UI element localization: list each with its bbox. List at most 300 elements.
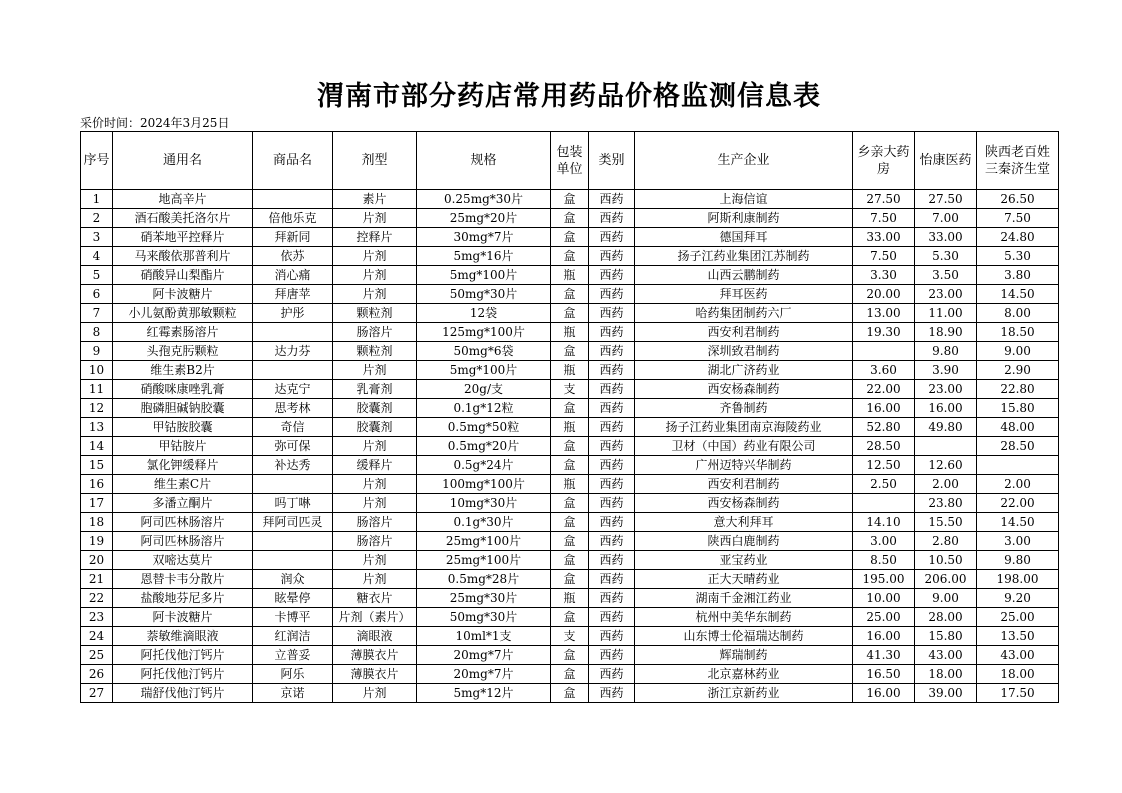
cell-package-unit: 盒 [551,494,589,513]
cell-manufacturer: 扬子江药业集团江苏制药 [635,247,853,266]
cell-price-laobaixing: 3.80 [977,266,1059,285]
cell-price-xiangqin: 10.00 [853,589,915,608]
table-row [81,399,1059,418]
cell-price-yikang: 9.80 [915,342,977,361]
cell-price-yikang: 10.50 [915,551,977,570]
cell-dosage-form: 颗粒剂 [333,342,417,361]
cell-index: 16 [81,475,113,494]
cell-index: 5 [81,266,113,285]
cell-manufacturer: 陕西白鹿制药 [635,532,853,551]
table-body [81,190,1059,703]
cell-spec: 30mg*7片 [417,228,551,247]
cell-package-unit: 支 [551,380,589,399]
cell-price-laobaixing: 43.00 [977,646,1059,665]
table-row [81,323,1059,342]
cell-brand-name [253,361,333,380]
cell-generic-name: 地高辛片 [113,190,253,209]
cell-price-laobaixing: 18.00 [977,665,1059,684]
cell-manufacturer: 阿斯利康制药 [635,209,853,228]
cell-brand-name: 消心痛 [253,266,333,285]
col-header-store-xiangqin: 乡亲大药房 [853,132,915,190]
cell-spec: 10mg*30片 [417,494,551,513]
table-row [81,570,1059,589]
cell-price-xiangqin: 3.60 [853,361,915,380]
cell-price-xiangqin: 27.50 [853,190,915,209]
cell-price-yikang: 18.90 [915,323,977,342]
cell-index: 9 [81,342,113,361]
col-header-index: 序号 [81,132,113,190]
cell-manufacturer: 西安杨森制药 [635,494,853,513]
cell-brand-name: 眩晕停 [253,589,333,608]
cell-package-unit: 盒 [551,437,589,456]
cell-price-xiangqin: 16.00 [853,627,915,646]
cell-price-laobaixing [977,456,1059,475]
cell-package-unit: 瓶 [551,418,589,437]
table-row [81,627,1059,646]
cell-category: 西药 [589,285,635,304]
cell-index: 4 [81,247,113,266]
cell-index: 18 [81,513,113,532]
cell-price-yikang: 23.00 [915,285,977,304]
table-row [81,532,1059,551]
cell-dosage-form: 颗粒剂 [333,304,417,323]
cell-index: 21 [81,570,113,589]
cell-brand-name: 润众 [253,570,333,589]
cell-manufacturer: 辉瑞制药 [635,646,853,665]
col-header-store-laobaixing: 陕西老百姓三秦济生堂 [977,132,1059,190]
cell-dosage-form: 缓释片 [333,456,417,475]
cell-index: 7 [81,304,113,323]
cell-category: 西药 [589,456,635,475]
cell-dosage-form: 片剂 [333,551,417,570]
cell-category: 西药 [589,228,635,247]
cell-brand-name: 红润洁 [253,627,333,646]
cell-index: 23 [81,608,113,627]
cell-price-yikang: 15.80 [915,627,977,646]
cell-package-unit: 盒 [551,304,589,323]
cell-manufacturer: 上海信谊 [635,190,853,209]
cell-spec: 125mg*100片 [417,323,551,342]
table-row [81,342,1059,361]
cell-dosage-form: 薄膜衣片 [333,646,417,665]
cell-price-yikang: 39.00 [915,684,977,703]
cell-manufacturer: 西安利君制药 [635,323,853,342]
cell-package-unit: 支 [551,627,589,646]
cell-index: 1 [81,190,113,209]
cell-spec: 20mg*7片 [417,646,551,665]
cell-price-yikang: 15.50 [915,513,977,532]
header-row [81,132,1059,190]
cell-price-yikang: 3.90 [915,361,977,380]
cell-manufacturer: 山西云鹏制药 [635,266,853,285]
cell-manufacturer: 西安利君制药 [635,475,853,494]
cell-index: 20 [81,551,113,570]
cell-manufacturer: 哈药集团制药六厂 [635,304,853,323]
cell-price-xiangqin: 195.00 [853,570,915,589]
cell-price-xiangqin [853,342,915,361]
cell-manufacturer: 西安杨森制药 [635,380,853,399]
cell-price-xiangqin: 25.00 [853,608,915,627]
cell-spec: 0.1g*12粒 [417,399,551,418]
cell-generic-name: 阿司匹林肠溶片 [113,513,253,532]
cell-price-yikang: 2.00 [915,475,977,494]
cell-price-xiangqin: 33.00 [853,228,915,247]
table-row [81,285,1059,304]
cell-price-xiangqin: 7.50 [853,247,915,266]
cell-price-laobaixing: 14.50 [977,513,1059,532]
table-row [81,456,1059,475]
cell-package-unit: 盒 [551,190,589,209]
cell-price-laobaixing: 3.00 [977,532,1059,551]
cell-price-yikang: 23.00 [915,380,977,399]
cell-package-unit: 盒 [551,285,589,304]
cell-category: 西药 [589,247,635,266]
cell-dosage-form: 肠溶片 [333,532,417,551]
cell-spec: 25mg*100片 [417,532,551,551]
cell-manufacturer: 湖南千金湘江药业 [635,589,853,608]
cell-category: 西药 [589,494,635,513]
cell-brand-name [253,190,333,209]
cell-brand-name: 奇信 [253,418,333,437]
col-header-package-unit: 包装单位 [551,132,589,190]
cell-index: 22 [81,589,113,608]
cell-price-yikang: 49.80 [915,418,977,437]
cell-index: 19 [81,532,113,551]
cell-package-unit: 盒 [551,665,589,684]
cell-spec: 50mg*30片 [417,285,551,304]
cell-price-laobaixing: 17.50 [977,684,1059,703]
cell-price-laobaixing: 18.50 [977,323,1059,342]
cell-generic-name: 硝酸咪康唑乳膏 [113,380,253,399]
cell-manufacturer: 卫材（中国）药业有限公司 [635,437,853,456]
cell-generic-name: 阿卡波糖片 [113,608,253,627]
cell-dosage-form: 肠溶片 [333,323,417,342]
cell-price-xiangqin: 13.00 [853,304,915,323]
cell-package-unit: 盒 [551,608,589,627]
cell-generic-name: 阿司匹林肠溶片 [113,532,253,551]
cell-spec: 0.1g*30片 [417,513,551,532]
cell-category: 西药 [589,304,635,323]
cell-category: 西药 [589,266,635,285]
cell-price-yikang: 2.80 [915,532,977,551]
cell-package-unit: 盒 [551,209,589,228]
cell-spec: 12袋 [417,304,551,323]
cell-package-unit: 盒 [551,228,589,247]
cell-category: 西药 [589,627,635,646]
cell-package-unit: 盒 [551,247,589,266]
cell-brand-name: 卡博平 [253,608,333,627]
cell-brand-name: 思考林 [253,399,333,418]
table-row [81,209,1059,228]
cell-manufacturer: 湖北广济药业 [635,361,853,380]
cell-dosage-form: 片剂 [333,361,417,380]
cell-index: 17 [81,494,113,513]
cell-package-unit: 瓶 [551,361,589,380]
cell-brand-name: 倍他乐克 [253,209,333,228]
cell-price-yikang: 16.00 [915,399,977,418]
cell-spec: 0.5mg*50粒 [417,418,551,437]
cell-index: 13 [81,418,113,437]
cell-price-xiangqin [853,494,915,513]
table-row [81,551,1059,570]
cell-generic-name: 阿卡波糖片 [113,285,253,304]
cell-package-unit: 盒 [551,532,589,551]
col-header-dosage-form: 剂型 [333,132,417,190]
cell-price-laobaixing: 9.20 [977,589,1059,608]
col-header-manufacturer: 生产企业 [635,132,853,190]
cell-index: 12 [81,399,113,418]
cell-price-yikang: 43.00 [915,646,977,665]
cell-spec: 0.5g*24片 [417,456,551,475]
cell-price-xiangqin: 2.50 [853,475,915,494]
cell-generic-name: 酒石酸美托洛尔片 [113,209,253,228]
cell-generic-name: 小儿氨酚黄那敏颗粒 [113,304,253,323]
cell-price-yikang: 33.00 [915,228,977,247]
cell-package-unit: 盒 [551,646,589,665]
cell-generic-name: 阿托伐他汀钙片 [113,665,253,684]
cell-price-xiangqin: 22.00 [853,380,915,399]
cell-package-unit: 盒 [551,342,589,361]
cell-category: 西药 [589,190,635,209]
cell-spec: 50mg*30片 [417,608,551,627]
cell-generic-name: 瑞舒伐他汀钙片 [113,684,253,703]
cell-generic-name: 甲钴胺胶囊 [113,418,253,437]
cell-price-laobaixing: 9.00 [977,342,1059,361]
cell-generic-name: 多潘立酮片 [113,494,253,513]
cell-price-xiangqin: 41.30 [853,646,915,665]
cell-dosage-form: 滴眼液 [333,627,417,646]
cell-price-laobaixing: 9.80 [977,551,1059,570]
col-header-generic-name: 通用名 [113,132,253,190]
cell-manufacturer: 北京嘉林药业 [635,665,853,684]
table-row [81,646,1059,665]
cell-dosage-form: 片剂 [333,475,417,494]
table-row [81,494,1059,513]
cell-index: 10 [81,361,113,380]
cell-price-laobaixing: 2.00 [977,475,1059,494]
cell-price-laobaixing: 24.80 [977,228,1059,247]
cell-manufacturer: 浙江京新药业 [635,684,853,703]
cell-price-xiangqin: 16.00 [853,399,915,418]
cell-price-yikang: 27.50 [915,190,977,209]
cell-brand-name [253,532,333,551]
cell-price-laobaixing: 2.90 [977,361,1059,380]
cell-spec: 25mg*30片 [417,589,551,608]
cell-generic-name: 红霉素肠溶片 [113,323,253,342]
cell-generic-name: 双嘧达莫片 [113,551,253,570]
table-row [81,665,1059,684]
cell-spec: 25mg*100片 [417,551,551,570]
cell-category: 西药 [589,646,635,665]
cell-brand-name: 达克宁 [253,380,333,399]
cell-manufacturer: 德国拜耳 [635,228,853,247]
cell-dosage-form: 胶囊剂 [333,399,417,418]
cell-category: 西药 [589,684,635,703]
cell-price-yikang: 206.00 [915,570,977,589]
cell-brand-name: 补达秀 [253,456,333,475]
cell-category: 西药 [589,342,635,361]
cell-price-xiangqin: 16.50 [853,665,915,684]
cell-dosage-form: 控释片 [333,228,417,247]
cell-price-laobaixing: 198.00 [977,570,1059,589]
price-date: 采价时间：2024年3月25日 [80,116,230,130]
cell-manufacturer: 齐鲁制药 [635,399,853,418]
cell-generic-name: 胞磷胆碱钠胶囊 [113,399,253,418]
cell-spec: 5mg*100片 [417,266,551,285]
col-header-store-yikang: 怡康医药 [915,132,977,190]
table-row [81,589,1059,608]
cell-price-xiangqin: 16.00 [853,684,915,703]
cell-manufacturer: 广州迈特兴华制药 [635,456,853,475]
cell-spec: 20g/支 [417,380,551,399]
cell-manufacturer: 扬子江药业集团南京海陵药业 [635,418,853,437]
cell-brand-name: 拜唐苹 [253,285,333,304]
cell-generic-name: 维生素B2片 [113,361,253,380]
cell-price-xiangqin: 8.50 [853,551,915,570]
cell-index: 25 [81,646,113,665]
cell-index: 2 [81,209,113,228]
cell-dosage-form: 片剂 [333,684,417,703]
cell-dosage-form: 片剂 [333,209,417,228]
cell-price-laobaixing: 28.50 [977,437,1059,456]
cell-generic-name: 维生素C片 [113,475,253,494]
cell-index: 26 [81,665,113,684]
cell-spec: 5mg*100片 [417,361,551,380]
table-row [81,437,1059,456]
cell-price-laobaixing: 25.00 [977,608,1059,627]
cell-dosage-form: 片剂 [333,285,417,304]
cell-generic-name: 氯化钾缓释片 [113,456,253,475]
cell-index: 14 [81,437,113,456]
cell-price-xiangqin: 52.80 [853,418,915,437]
cell-index: 27 [81,684,113,703]
cell-package-unit: 瓶 [551,589,589,608]
cell-price-laobaixing: 15.80 [977,399,1059,418]
table-row [81,266,1059,285]
cell-price-xiangqin: 7.50 [853,209,915,228]
cell-brand-name [253,323,333,342]
cell-price-laobaixing: 8.00 [977,304,1059,323]
cell-price-yikang: 5.30 [915,247,977,266]
cell-brand-name: 护彤 [253,304,333,323]
table-row [81,380,1059,399]
cell-price-xiangqin: 12.50 [853,456,915,475]
cell-category: 西药 [589,570,635,589]
cell-package-unit: 盒 [551,456,589,475]
cell-category: 西药 [589,608,635,627]
cell-price-xiangqin: 3.00 [853,532,915,551]
cell-brand-name: 拜新同 [253,228,333,247]
page-title: 渭南市部分药店常用药品价格监测信息表 [317,81,821,112]
cell-category: 西药 [589,209,635,228]
cell-category: 西药 [589,399,635,418]
cell-price-laobaixing: 5.30 [977,247,1059,266]
cell-dosage-form: 片剂 [333,266,417,285]
cell-price-yikang: 3.50 [915,266,977,285]
cell-price-laobaixing: 13.50 [977,627,1059,646]
cell-category: 西药 [589,418,635,437]
cell-price-yikang [915,437,977,456]
cell-generic-name: 阿托伐他汀钙片 [113,646,253,665]
cell-price-yikang: 9.00 [915,589,977,608]
cell-spec: 0.25mg*30片 [417,190,551,209]
table-row [81,418,1059,437]
cell-category: 西药 [589,513,635,532]
cell-price-yikang: 11.00 [915,304,977,323]
cell-brand-name: 立普妥 [253,646,333,665]
cell-manufacturer: 山东博士伦福瑞达制药 [635,627,853,646]
cell-spec: 50mg*6袋 [417,342,551,361]
cell-category: 西药 [589,589,635,608]
cell-manufacturer: 杭州中美华东制药 [635,608,853,627]
cell-generic-name: 马来酸依那普利片 [113,247,253,266]
cell-spec: 25mg*20片 [417,209,551,228]
table-row [81,228,1059,247]
cell-spec: 0.5mg*28片 [417,570,551,589]
cell-price-laobaixing: 26.50 [977,190,1059,209]
cell-price-laobaixing: 22.80 [977,380,1059,399]
cell-category: 西药 [589,437,635,456]
cell-brand-name: 吗丁啉 [253,494,333,513]
table-row [81,361,1059,380]
cell-price-laobaixing: 7.50 [977,209,1059,228]
cell-price-xiangqin: 14.10 [853,513,915,532]
cell-brand-name [253,551,333,570]
cell-brand-name [253,475,333,494]
cell-index: 11 [81,380,113,399]
cell-dosage-form: 薄膜衣片 [333,665,417,684]
col-header-category: 类别 [589,132,635,190]
cell-brand-name: 依苏 [253,247,333,266]
table-row [81,304,1059,323]
cell-price-laobaixing: 14.50 [977,285,1059,304]
cell-dosage-form: 乳膏剂 [333,380,417,399]
cell-brand-name: 达力芬 [253,342,333,361]
cell-generic-name: 甲钴胺片 [113,437,253,456]
cell-package-unit: 瓶 [551,266,589,285]
cell-manufacturer: 意大利拜耳 [635,513,853,532]
col-header-brand-name: 商品名 [253,132,333,190]
table-row [81,513,1059,532]
cell-spec: 5mg*16片 [417,247,551,266]
cell-price-yikang: 12.60 [915,456,977,475]
cell-package-unit: 盒 [551,399,589,418]
cell-dosage-form: 肠溶片 [333,513,417,532]
cell-package-unit: 盒 [551,684,589,703]
cell-dosage-form: 片剂 [333,247,417,266]
cell-index: 3 [81,228,113,247]
cell-brand-name: 弥可保 [253,437,333,456]
cell-price-yikang: 28.00 [915,608,977,627]
cell-generic-name: 盐酸地芬尼多片 [113,589,253,608]
cell-category: 西药 [589,380,635,399]
cell-category: 西药 [589,665,635,684]
cell-category: 西药 [589,323,635,342]
cell-spec: 0.5mg*20片 [417,437,551,456]
cell-spec: 5mg*12片 [417,684,551,703]
cell-dosage-form: 片剂 [333,494,417,513]
cell-generic-name: 萘敏维滴眼液 [113,627,253,646]
cell-dosage-form: 片剂（素片） [333,608,417,627]
cell-price-xiangqin: 3.30 [853,266,915,285]
cell-price-yikang: 23.80 [915,494,977,513]
cell-category: 西药 [589,361,635,380]
cell-price-laobaixing: 22.00 [977,494,1059,513]
cell-price-yikang: 7.00 [915,209,977,228]
cell-dosage-form: 片剂 [333,437,417,456]
cell-brand-name: 拜阿司匹灵 [253,513,333,532]
table-row [81,475,1059,494]
